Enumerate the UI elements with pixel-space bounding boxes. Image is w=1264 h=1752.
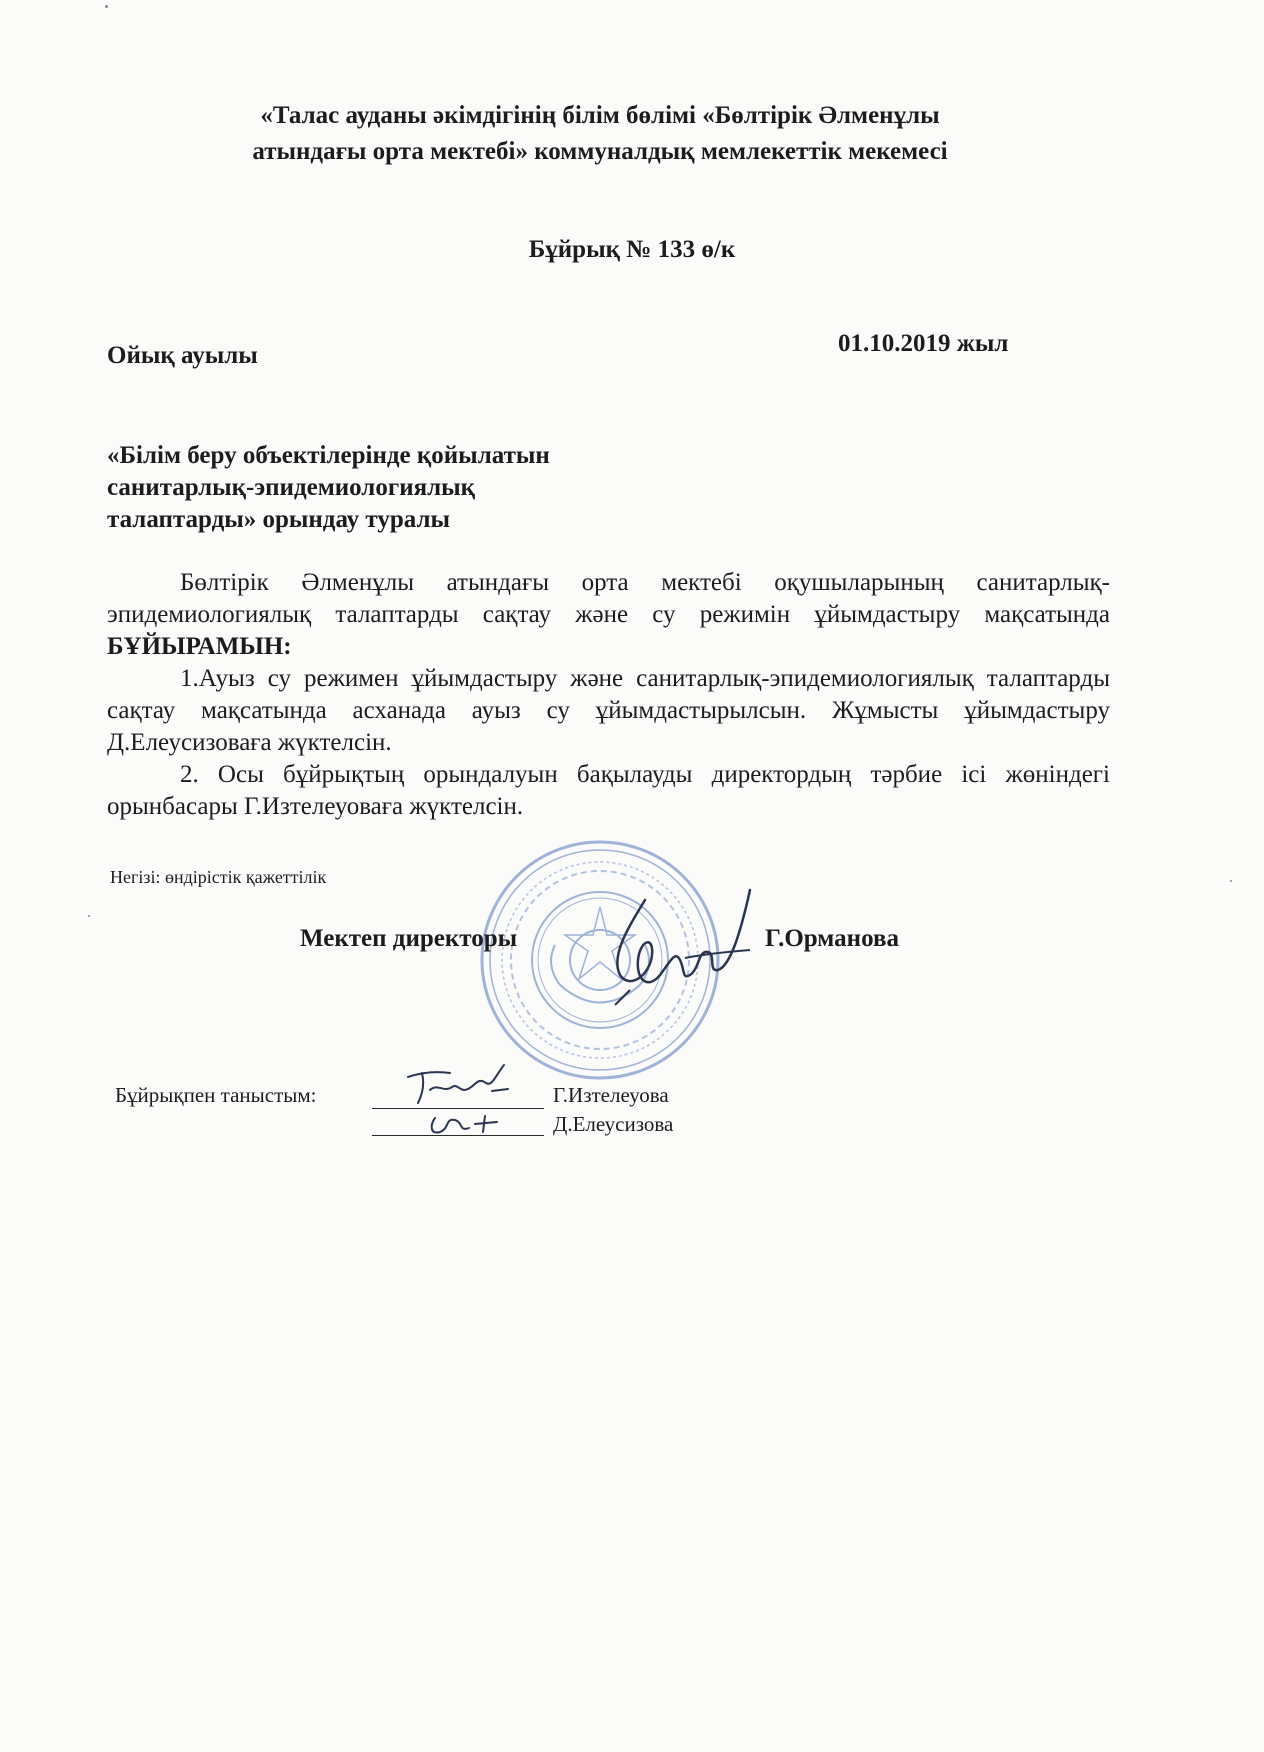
scan-speck: [1230, 880, 1232, 882]
intro-paragraph: [107, 567, 1110, 663]
acknowledgement-label: Бұйрықпен таныстым:: [115, 1083, 317, 1107]
acknowledger-name-2: Д.Елеусизова: [553, 1112, 674, 1136]
order-word: БҰЙЫРАМЫН:: [107, 633, 292, 660]
director-signature-icon: [590, 880, 760, 1010]
subject-line-3: талаптарды» орындау туралы: [107, 506, 451, 533]
organization-header: [150, 98, 1050, 170]
director-name: Г.Орманова: [765, 925, 899, 952]
acknowledger-name-1: Г.Изтелеуова: [553, 1083, 669, 1107]
order-date: 01.10.2019 жыл: [838, 330, 1009, 357]
header-line-2: атындағы орта мектебі» коммуналдық мемлекеттік мекемесі: [252, 138, 948, 165]
acknowledgement-signature-1-icon: [400, 1055, 520, 1110]
header-line-1: «Талас ауданы әкімдігінің білім бөлімі «Бөлтірік Әлменұлы: [260, 102, 940, 129]
order-body: [107, 567, 1110, 823]
scan-speck: [105, 5, 108, 8]
place-name: Ойық ауылы: [107, 342, 258, 369]
subject-line-1: «Білім беру объектілерінде қойылатын: [107, 442, 550, 469]
subject-line-2: санитарлық-эпидемиологиялық: [107, 474, 476, 501]
order-item-2: 2. Осы бұйрықтың орындалуын бақылауды директордың тәрбие ісі жөніндегі орынбасары Г.Изтелеуоваға жүктелсін.: [107, 761, 1110, 820]
scan-speck: [88, 915, 90, 917]
order-subject: [107, 440, 707, 536]
director-title: Мектеп директоры: [300, 925, 518, 952]
order-item-1: 1.Ауыз су режимен ұйымдастыру және санитарлық-эпидемиологиялық талаптарды сақтау мақсатында асханада ауыз су ұйымдастырылсын. Жұмысты ұйымдастыру Д.Елеусизоваға жүктелсін.: [107, 665, 1110, 756]
intro-text: Бөлтірік Әлменұлы атындағы орта мектебі оқушыларының санитарлық-эпидемиологиялық талаптарды сақтау және су режимін ұйымдастыру мақсатында: [107, 569, 1110, 628]
order-number: Бұйрық № 133 ө/к: [528, 236, 736, 263]
acknowledgement-signature-2-icon: [415, 1110, 515, 1140]
basis-note: Негізі: өндірістік қажеттілік: [110, 867, 327, 887]
